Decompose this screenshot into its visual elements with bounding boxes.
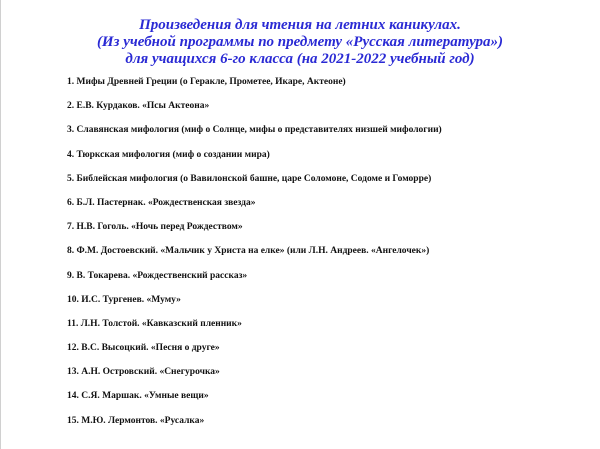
list-item: 12. В.С. Высоцкий. «Песня о друге» [67,343,220,354]
list-item: 2. Е.В. Курдаков. «Псы Актеона» [67,101,210,112]
list-item: 5. Библейская мифология (о Вавилонской башне, царе Соломоне, Содоме и Гоморре) [67,173,432,184]
list-item: 14. С.Я. Маршак. «Умные вещи» [67,391,209,402]
list-item: 7. Н.В. Гоголь. «Ночь перед Рождеством» [67,222,243,233]
list-item: 4. Тюркская мифология (миф о создании мира) [67,149,270,160]
header-subtitle-line: (Из учебной программы по предмету «Русская литература») [96,34,504,50]
list-item: 10. И.С. Тургенев. «Муму» [67,294,181,305]
list-item: 13. А.Н. Островский. «Снегурочка» [67,367,220,378]
reading-list [67,76,587,439]
list-item: 1. Мифы Древней Греции (о Геракле, Прометее, Икаре, Актеоне) [67,77,346,87]
list-item: 8. Ф.М. Достоевский. «Мальчик у Христа на елке» (или Л.Н. Андреев. «Ангелочек») [67,246,430,257]
list-item: 11. Л.Н. Толстой. «Кавказский пленник» [67,318,242,329]
list-item: 6. Б.Л. Пастернак. «Рождественская звезда» [67,197,256,208]
list-item: 9. В. Токарева. «Рождественский рассказ» [67,270,248,281]
list-item: 3. Славянская мифология (миф о Солнце, мифы о представителях низшей мифологии) [67,125,442,136]
header-audience-line: для учащихся 6-го класса (на 2021-2022 учебный год) [125,51,475,67]
document-header [0,17,600,68]
header-title-line: Произведения для чтения на летних каникулах. [139,17,461,33]
list-item: 15. М.Ю. Лермонтов. «Русалка» [67,415,205,426]
